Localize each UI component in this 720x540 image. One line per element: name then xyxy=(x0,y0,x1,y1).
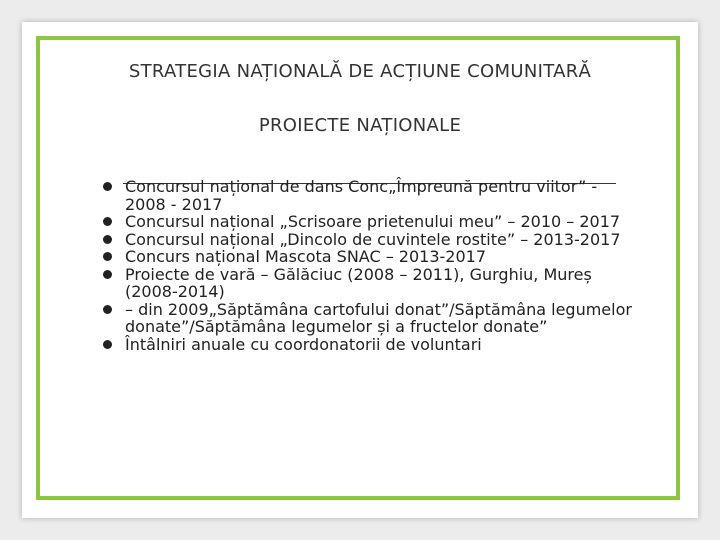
list-item-text: – din 2009„Săptămâna cartofului donat”/Săptămâna legumelor donate”/Săptămâna legumelor și a fructelor donate” xyxy=(125,299,632,336)
bullet-list xyxy=(102,178,642,353)
list-item xyxy=(102,336,642,354)
list-item xyxy=(102,301,642,336)
list-item xyxy=(102,231,642,249)
list-item xyxy=(102,178,642,213)
slide-title: STRATEGIA NAȚIONALĂ DE ACȚIUNE COMUNITARĂ xyxy=(128,61,592,82)
list-item-text: Concursul național „Dincolo de cuvintele rostite” – 2013-2017 xyxy=(125,229,621,249)
list-item-text: Concursul național „Scrisoare prietenului meu” – 2010 – 2017 xyxy=(125,212,621,231)
list-item xyxy=(102,248,642,266)
slide-subtitle: PROIECTE NAȚIONALE xyxy=(258,115,462,136)
list-item-text: Proiecte de vară – Gălăciuc (2008 – 2011), Gurghiu, Mureș (2008-2014) xyxy=(125,264,592,301)
list-item xyxy=(102,266,642,301)
list-item-text: Întâlniri anuale cu coordonatorii de voluntari xyxy=(125,334,482,354)
list-item-text: Concurs național Mascota SNAC – 2013-2017 xyxy=(125,247,487,266)
list-item-text: Concursul național de dans Conc„Împreună pentru viitor” - 2008 - 2017 xyxy=(125,177,598,214)
list-item xyxy=(102,213,642,231)
